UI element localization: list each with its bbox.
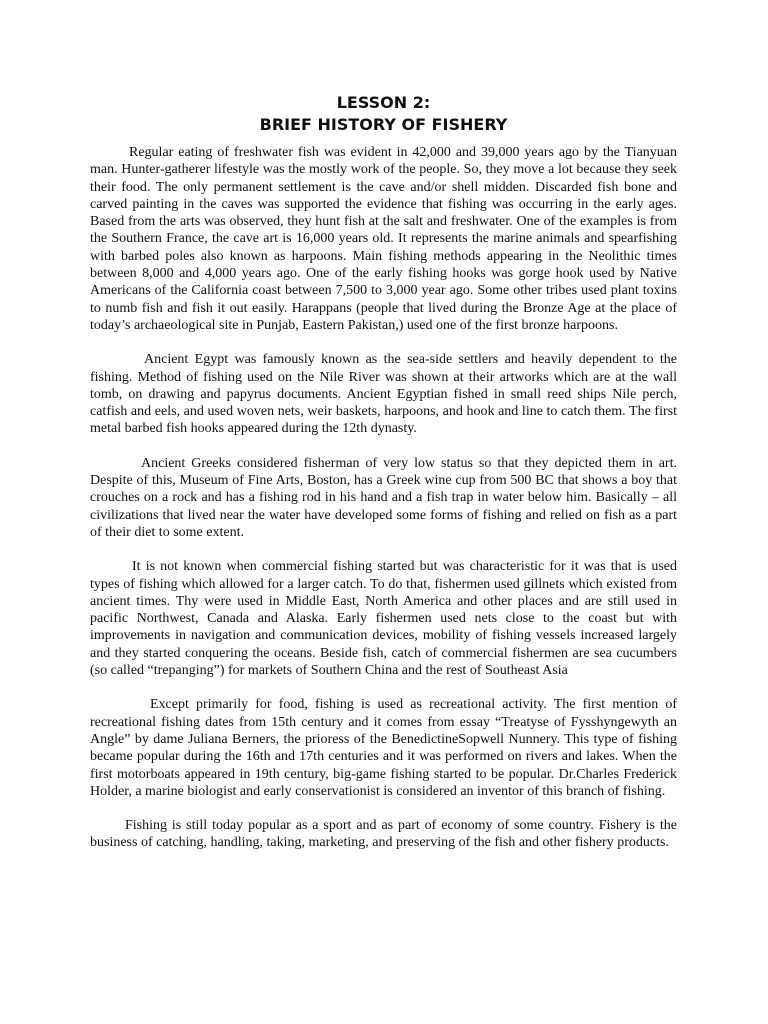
paragraph-recreational-fishing: Except primarily for food, fishing is used as recreational activity. The first mention of recreational fishing dates from 15th century and it comes from essay “Treatyse of Fysshyngewyth an Angle” by dame Juliana Berners, the prioress of the BenedictineSopwell Nunnery. This type of fishing became popular during the 16th and 17th centuries and it was performed on rivers and lakes. When the first motorboats appeared in 19th century, big-game fishing started to be popular. Dr.Charles Frederick Holder, a marine biologist and early conservationist is considered an inventor of this branch of fishing. [90, 697, 677, 799]
page-title [90, 92, 677, 136]
paragraph-commercial-fishing: It is not known when commercial fishing started but was characteristic for it was that is used types of fishing which allowed for a larger catch. To do that, fishermen used gillnets which existed from ancient times. Thy were used in Middle East, North America and other places and are still used in pacific Northwest, Canada and Alaska. Early fishermen used nets close to the coast but with improvements in navigation and communication devices, mobility of fishing vessels increased largely and they started conquering the oceans. Beside fish, catch of commercial fishermen are sea cucumbers (so called “trepanging”) for markets of Southern China and the rest of Southeast Asia [90, 559, 677, 679]
paragraph-fishery-today: Fishing is still today popular as a sport and as part of economy of some country. Fishery is the business of catching, handling, taking, marketing, and preserving of the fish and other fishery products. [90, 818, 677, 851]
title-line-2: BRIEF HISTORY OF FISHERY [259, 115, 508, 134]
document-page [90, 92, 677, 869]
paragraph-ancient-greeks: Ancient Greeks considered fisherman of very low status so that they depicted them in art. Despite of this, Museum of Fine Arts, Boston, has a Greek wine cup from 500 BC that shows a boy that crouches on a rock and has a fishing rod in his hand and a fish trap in water below him. Basically – all civilizations that lived near the water have developed some forms of fishing and relied on fish as a part of their diet to some extent. [90, 455, 677, 540]
paragraph-prehistoric-fishing: Regular eating of freshwater fish was evident in 42,000 and 39,000 years ago by the Tianyuan man. Hunter-gatherer lifestyle was the mostly work of the people. So, they move a lot because they seek their food. The only permanent settlement is the cave and/or shell midden. Discarded fish bone and carved painting in the caves was supported the evidence that fishing was occurring in the early ages. Based from the arts was observed, they hunt fish at the salt and freshwater. One of the examples is from the Southern France, the cave art is 16,000 years old. It represents the marine animals and spearfishing with barbed poles also known as harpoons. Main fishing methods appearing in the Neolithic times between 8,000 and 4,000 years ago. One of the early fishing hooks was gorge hook used by Native Americans of the California coast between 7,500 to 3,000 year ago. Some other tribes used plant toxins to numb fish and fish it out easily. Harappans (people that lived during the Bronze Age at the place of today’s archaeological site in Punjab, Eastern Pakistan,) used one of the first bronze harpoons. [90, 145, 677, 333]
title-line-1: LESSON 2: [336, 93, 431, 112]
paragraph-ancient-egypt: Ancient Egypt was famously known as the sea-side settlers and heavily dependent to the fishing. Method of fishing used on the Nile River was shown at their artworks which are at the wall tomb, on drawing and papyrus documents. Ancient Egyptian fished in small reed ships Nile perch, catfish and eels, and used woven nets, weir baskets, harpoons, and hook and line to catch them. The first metal barbed fish hooks appeared during the 12th dynasty. [90, 352, 677, 437]
